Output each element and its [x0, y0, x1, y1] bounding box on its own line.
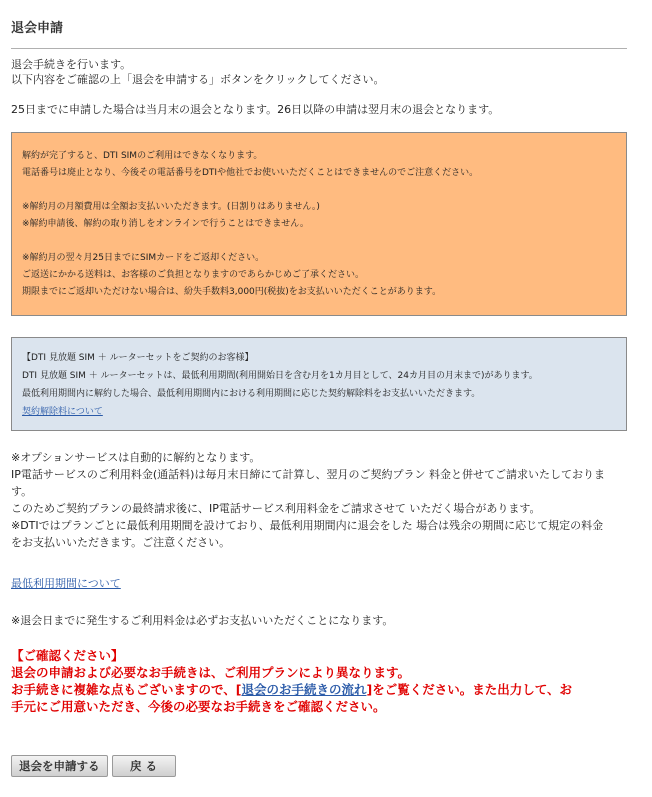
confirmation-text: お手続きに複雑な点もございますので、[ [11, 682, 242, 697]
confirmation-line: 退会の申請および必要なお手続きは、ご利用プランにより異なります。 [11, 665, 411, 680]
router-box-heading: 【DTI 見放題 SIM ＋ ルーターセットをご契約のお客様】 [22, 353, 254, 363]
notice-spacer [22, 182, 616, 199]
router-box-line: DTI 見放題 SIM ＋ ルーターセットは、最低利用期間(利用開始日を含む月を1カ月目として、24カ月目の月末まで)があります。 [22, 371, 538, 381]
intro-line-2: 以下内容をご確認の上「退会を申請する」ボタンをクリックしてください。 [11, 73, 385, 86]
minimum-usage-period-link[interactable]: 最低利用期間について [11, 577, 121, 590]
cancellation-fee-link[interactable]: 契約解除料について [22, 407, 103, 417]
action-buttons [11, 755, 176, 777]
confirmation-text: ]をご覧ください。また出力して、お [366, 682, 572, 697]
page-title: 退会申請 [11, 21, 64, 36]
router-set-notice-box [11, 337, 627, 431]
notice-line: 電話番号は廃止となり、今後その電話番号をDTIや他社でお使いいただくことはできませんのでご注意ください。 [22, 168, 479, 178]
back-button[interactable]: 戻 る [112, 755, 176, 777]
notice-line: ※解約申請後、解約の取り消しをオンラインで行うことはできません。 [22, 219, 309, 229]
confirmation-line: 手元にご用意いただき、今後の必要なお手続きをご確認ください。 [11, 699, 386, 714]
intro-line-1: 退会手続きを行います。 [11, 58, 132, 71]
notice-line: 期限までにご返却いただけない場合は、紛失手数料3,000円(税抜)をお支払いいただくことがあります。 [22, 287, 442, 297]
submit-cancellation-button[interactable]: 退会を申請する [11, 755, 108, 777]
options-line: をお支払いいただきます。ご注意ください。 [11, 536, 231, 549]
cancellation-procedure-link[interactable]: 退会のお手続きの流れ [241, 682, 367, 697]
fees-note: ※退会日までに発生するご利用料金は必ずお支払いいただくことになります。 [11, 614, 394, 627]
options-line: ※DTIではプランごとに最低利用期間を設けており、最低利用期間内に退会をした 場合は残余の期間に応じて規定の料金 [11, 519, 604, 532]
options-line: IP電話サービスのご利用料金(通話料)は毎月末日締にて計算し、翌月のご契約プラン 料金と併せてご請求いたしておりま [11, 468, 605, 481]
options-line: す。 [11, 485, 33, 498]
cancellation-notice-box [11, 132, 627, 316]
notice-line: ※解約月の月額費用は全額お支払いいただきます。(日割りはありません。) [22, 202, 320, 212]
notice-line: 解約が完了すると、DTI SIMのご利用はできなくなります。 [22, 151, 263, 161]
intro-text [11, 57, 385, 87]
notice-line: ご返送にかかる送料は、お客様のご負担となりますのであらかじめご了承ください。 [22, 270, 365, 280]
notice-spacer [22, 233, 616, 250]
notice-line: ※解約月の翌々月25日までにSIMカードをご返却ください。 [22, 253, 265, 263]
options-line: このためご契約プランの最終請求後に、IP電話サービス利用料金をご請求させて いただく場合があります。 [11, 502, 541, 515]
options-line: ※オプションサービスは自動的に解約となります。 [11, 451, 261, 464]
router-box-line: 最低利用期間内に解約した場合、最低利用期間内における利用期間に応じた契約解除料をお支払いいただきます。 [22, 389, 481, 399]
option-services-note [11, 449, 627, 551]
deadline-note: 25日までに申請した場合は当月末の退会となります。26日以降の申請は翌月末の退会となります。 [11, 103, 500, 116]
confirmation-warning [11, 647, 627, 715]
confirmation-line [11, 681, 627, 698]
title-divider [11, 48, 627, 49]
confirmation-heading: 【ご確認ください】 [11, 648, 124, 663]
